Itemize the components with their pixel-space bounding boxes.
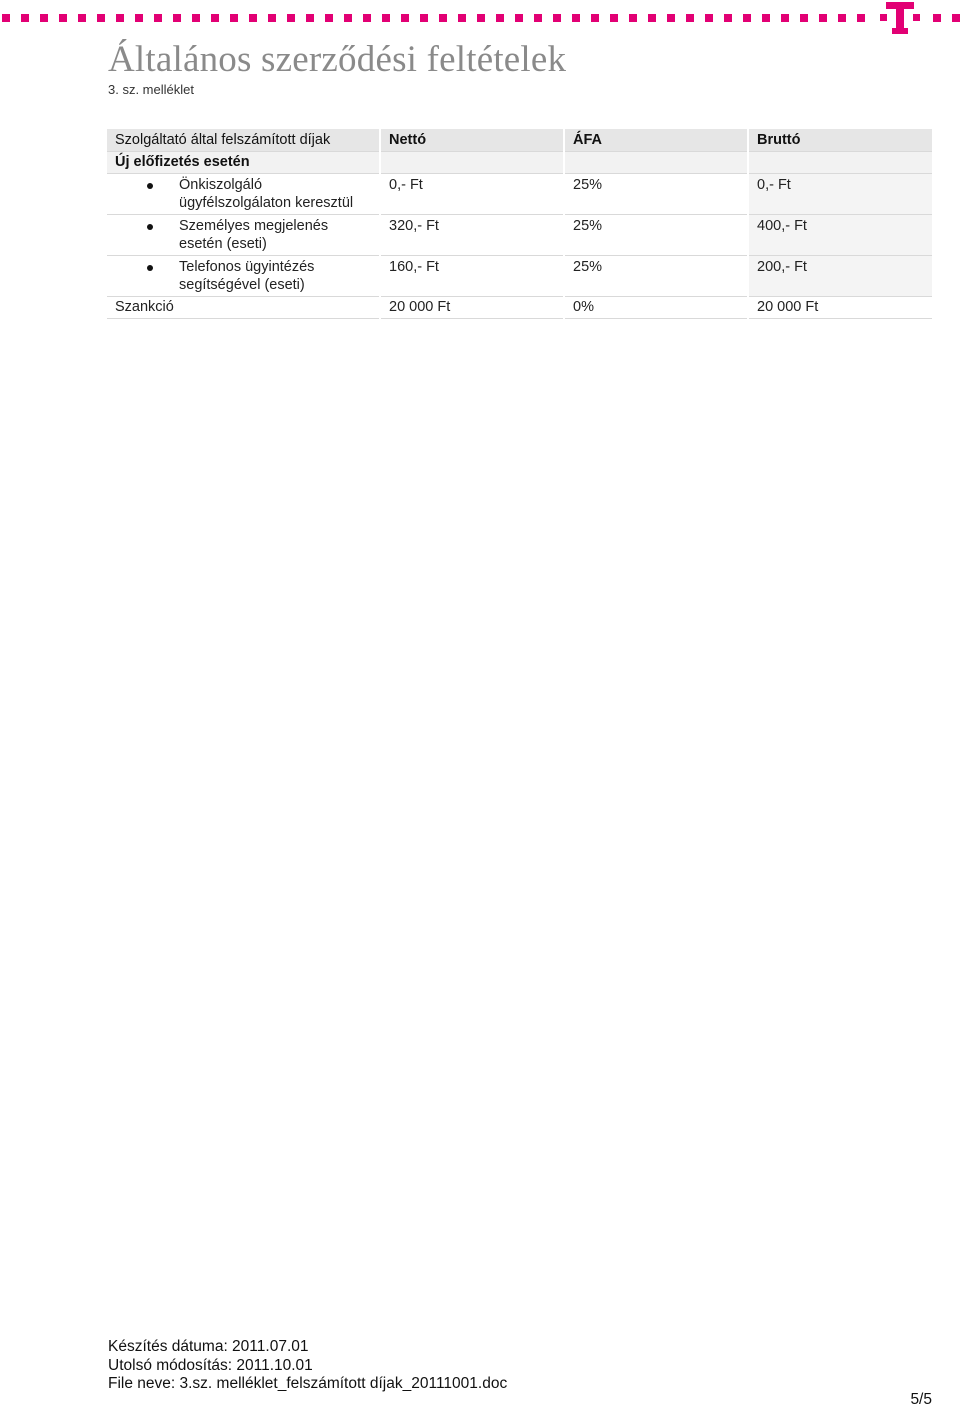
bullet-item (115, 176, 379, 212)
fee-table (107, 129, 932, 319)
item-afa: 25% (564, 174, 748, 215)
section-row (107, 152, 932, 174)
bullet-icon (147, 265, 153, 271)
page-number: 5/5 (910, 1391, 932, 1408)
brand-dot (420, 14, 428, 22)
brand-dot (648, 14, 656, 22)
brand-dot (439, 14, 447, 22)
brand-dot (97, 14, 105, 22)
brand-dot (534, 14, 542, 22)
section-empty-afa (564, 152, 748, 174)
header-service (107, 129, 380, 152)
total-brutto: 20 000 Ft (748, 297, 932, 319)
brand-dot (192, 14, 200, 22)
brand-dot (135, 14, 143, 22)
brand-dot (838, 14, 846, 22)
item-netto: 0,- Ft (380, 174, 564, 215)
brand-dot (78, 14, 86, 22)
footer-created-date: Készítés dátuma: 2011.07.01 (108, 1338, 309, 1355)
item-label-cell (107, 256, 380, 297)
brand-dot (2, 14, 10, 22)
page-subtitle: 3. sz. melléklet (108, 82, 194, 97)
brand-dot (800, 14, 808, 22)
brand-dot (477, 14, 485, 22)
item-brutto: 200,- Ft (748, 256, 932, 297)
header-netto (380, 129, 564, 152)
brand-dot (173, 14, 181, 22)
brand-dot (154, 14, 162, 22)
item-label-line1: Önkiszolgáló (179, 177, 263, 193)
brand-dot (344, 14, 352, 22)
brand-dot (287, 14, 295, 22)
item-label-cell (107, 174, 380, 215)
item-brutto: 0,- Ft (748, 174, 932, 215)
brand-dot (230, 14, 238, 22)
brand-dot (306, 14, 314, 22)
brand-dot (21, 14, 29, 22)
header-service-label: Szolgáltató által felszámított díjak (115, 132, 331, 148)
brand-dot (819, 14, 827, 22)
document-footer (108, 1338, 507, 1394)
total-label: Szankció (107, 297, 380, 319)
item-brutto: 400,- Ft (748, 215, 932, 256)
brand-dot (59, 14, 67, 22)
brand-dot (401, 14, 409, 22)
item-label-line2: ügyfélszolgálaton keresztül (179, 195, 354, 211)
item-afa: 25% (564, 256, 748, 297)
brand-dot (572, 14, 580, 22)
brand-dot (325, 14, 333, 22)
bullet-item (115, 217, 379, 253)
brand-dot (610, 14, 618, 22)
table-header-row (107, 129, 932, 152)
table-row (107, 256, 932, 297)
brand-dot (952, 14, 960, 22)
footer-filename: File neve: 3.sz. melléklet_felszámított díjak_20111001.doc (108, 1375, 508, 1392)
brand-dot (211, 14, 219, 22)
header-brutto (748, 129, 932, 152)
section-empty-netto (380, 152, 564, 174)
total-afa: 0% (564, 297, 748, 319)
brand-dot (458, 14, 466, 22)
item-netto: 320,- Ft (380, 215, 564, 256)
brand-dot (363, 14, 371, 22)
brand-dot (705, 14, 713, 22)
brand-dot (40, 14, 48, 22)
brand-dot (857, 14, 865, 22)
page-title: Általános szerződési feltételek (108, 39, 567, 80)
item-afa: 25% (564, 215, 748, 256)
bullet-icon (147, 183, 153, 189)
header-brutto-label: Bruttó (757, 132, 801, 148)
brand-dot (933, 14, 941, 22)
item-netto: 160,- Ft (380, 256, 564, 297)
brand-dot (249, 14, 257, 22)
brand-dot (743, 14, 751, 22)
brand-dot (667, 14, 675, 22)
table-row (107, 174, 932, 215)
item-label-line2: segítségével (eseti) (179, 277, 305, 293)
header-netto-label: Nettó (389, 132, 427, 148)
section-label: Új előfizetés esetén (107, 152, 380, 174)
brand-dot (382, 14, 390, 22)
brand-dot (515, 14, 523, 22)
brand-dot (762, 14, 770, 22)
brand-dot (724, 14, 732, 22)
brand-dot (268, 14, 276, 22)
footer-modified-date: Utolsó módosítás: 2011.10.01 (108, 1356, 313, 1374)
item-label-line1: Telefonos ügyintézés (179, 259, 315, 275)
total-netto: 20 000 Ft (380, 297, 564, 319)
brand-dot (553, 14, 561, 22)
item-label-cell (107, 215, 380, 256)
header-afa-label: ÁFA (573, 132, 602, 148)
section-empty-brutto (748, 152, 932, 174)
t-logo-icon (880, 0, 920, 36)
brand-dot (116, 14, 124, 22)
item-label-line1: Személyes megjelenés (179, 218, 329, 234)
brand-dot (781, 14, 789, 22)
item-label-line2: esetén (eseti) (179, 236, 267, 252)
bullet-item (115, 258, 379, 294)
table-row (107, 215, 932, 256)
brand-dot-strip (0, 14, 960, 24)
brand-dot (629, 14, 637, 22)
brand-dot (591, 14, 599, 22)
total-row (107, 297, 932, 319)
brand-dot (686, 14, 694, 22)
brand-dot (496, 14, 504, 22)
bullet-icon (147, 224, 153, 230)
header-afa (564, 129, 748, 152)
